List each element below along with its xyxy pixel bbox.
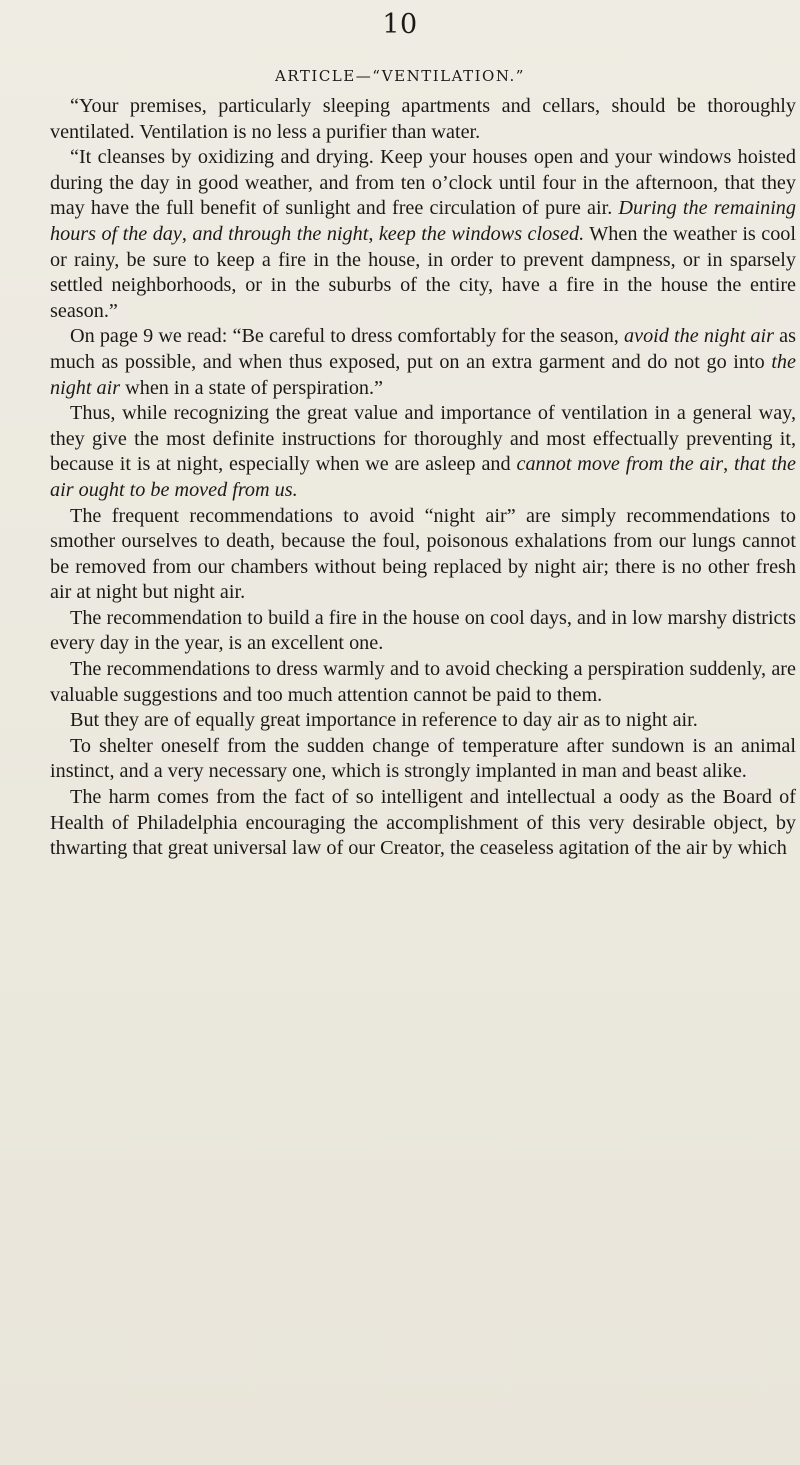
text-run: “It cleanses by oxidizing and drying. Keep your houses open and your windows hoisted during the day in good weather, and from ten o’clock until four in the afternoon, that they may have the full benefit of sunlight and free circulation of pure air. <box>50 146 796 220</box>
article-heading: ARTICLE—“VENTILATION.” <box>275 67 525 85</box>
italic-run: that the air ought to be moved from us. <box>50 453 796 501</box>
paragraph <box>50 94 796 145</box>
text-run: On page 9 we read: “Be careful to dress comfortably for the season, <box>70 325 625 348</box>
paragraph <box>50 401 796 503</box>
paragraph <box>50 657 796 708</box>
article-body <box>50 94 796 862</box>
text-run: The harm comes from the fact of so intelligent and intellectual a oody as the Board of Health of Philadelphia encouraging the accomplishment of this very desirable object, by thwarting that great universal law of our Creator, the ceaseless agitation of the air by which <box>50 786 796 860</box>
text-run: as much as possible, and when thus exposed, put on an extra garment and do not go into <box>50 325 796 373</box>
text-run: “Your premises, particularly sleeping apartments and cellars, should be thoroughly ventilated. Ventilation is no less a purifier than water. <box>50 95 796 143</box>
paragraph <box>50 708 796 734</box>
paragraph <box>50 504 796 606</box>
italic-run: avoid the night air <box>624 325 775 348</box>
paragraph <box>50 785 796 862</box>
italic-run: the night air <box>50 350 796 399</box>
italic-run: During the remaining hours of the day <box>50 197 796 245</box>
paragraph <box>50 734 796 785</box>
text-run: , <box>181 222 193 245</box>
text-run: When the weather is cool or rainy, be sure to keep a fire in the house, in order to prevent dampness, or in sparsely settled neighborhoods, or in the suburbs of the city, have a fire in the house the entire season.” <box>50 222 796 322</box>
page-number: 10 <box>382 9 418 40</box>
paragraph <box>50 324 796 401</box>
italic-run: and through the night <box>192 222 369 245</box>
text-run: , <box>368 222 379 245</box>
text-run: when in a state of perspiration.” <box>120 376 384 399</box>
italic-run: cannot move from the air <box>516 453 724 476</box>
italic-run: keep the windows closed. <box>378 222 585 245</box>
text-run: To shelter oneself from the sudden change of temperature after sundown is an animal instinct, and a very necessary one, which is strongly implanted in man and beast alike. <box>50 734 796 783</box>
text-run: The frequent recommendations to avoid “night air” are simply recommendations to smother ourselves to death, because the foul, poisonous exhalations from our lungs cannot be removed from our chambers without being replaced by night air; there is no other fresh air at night but night air. <box>50 504 796 604</box>
text-run: The recommendations to dress warmly and to avoid checking a perspiration suddenly, are valuable suggestions and too much attention cannot be paid to them. <box>50 658 796 706</box>
text-run: , <box>723 453 735 476</box>
text-run: Thus, while recognizing the great value and importance of ventilation in a general way, they give the most definite instructions for thoroughly and most effectually preventing it, because it is at night, especially when we are asleep and <box>50 402 796 476</box>
text-run: The recommendation to build a fire in the house on cool days, and in low marshy districts every day in the year, is an excellent one. <box>50 606 796 655</box>
paragraph <box>50 145 796 324</box>
text-run: But they are of equally great importance in reference to day air as to night air. <box>70 709 698 732</box>
paragraph <box>50 606 796 657</box>
